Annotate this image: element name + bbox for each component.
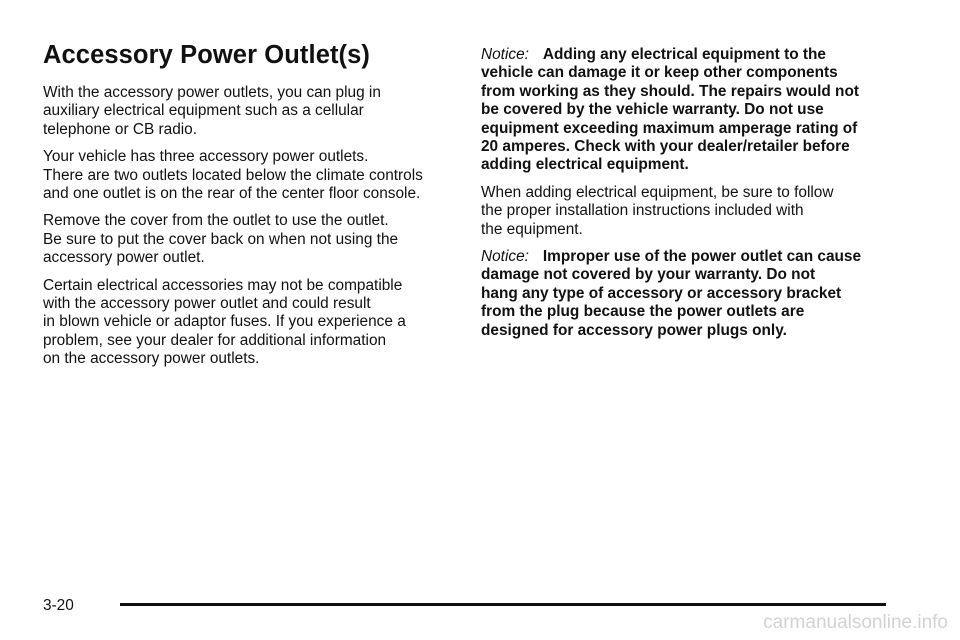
- outlet-location-paragraph: Your vehicle has three accessory power outlets. There are two outlets located below the climate controls and one outlet is on the rear of the center floor console.: [43, 148, 423, 203]
- page-number: 3-20: [43, 597, 74, 614]
- left-column: [43, 40, 443, 378]
- intro-paragraph: With the accessory power outlets, you can plug in auxiliary electrical equipment such as a cellular telephone or CB radio.: [43, 84, 381, 138]
- footer-divider: [120, 603, 886, 606]
- notice-label: Notice:: [481, 46, 529, 63]
- notice-improper-use: Notice: Improper use of the power outlet can cause damage not covered by your warranty. Do not hang any type of accessory or accessory bracket from the plug because the power outlets are designed for accessory power plugs only.: [481, 248, 862, 339]
- right-column: [481, 46, 891, 349]
- notice-label: Notice:: [481, 248, 529, 266]
- notice-warranty: Notice: Adding any electrical equipment to the vehicle can damage it or keep other components from working as they should. The repairs would not be covered by the vehicle warranty. Do not use equipment exceeding maximum amperage rating of 20 amperes. Check with your dealer/retailer before adding electrical equipment.: [481, 46, 859, 174]
- cover-paragraph: Remove the cover from the outlet to use the outlet. Be sure to put the cover back on when not using the accessory power outlet.: [43, 212, 399, 267]
- section-heading: Accessory Power Outlet(s): [43, 41, 371, 69]
- site-watermark: carmanualsonline.info: [763, 612, 948, 633]
- compatibility-paragraph: Certain electrical accessories may not be compatible with the accessory power outlet and could result in blown vehicle or adaptor fuses. If you experience a problem, see your dealer for additional information on the accessory power outlets.: [43, 276, 406, 368]
- installation-paragraph: When adding electrical equipment, be sure to follow the proper installation instructions included with the equipment.: [481, 183, 834, 238]
